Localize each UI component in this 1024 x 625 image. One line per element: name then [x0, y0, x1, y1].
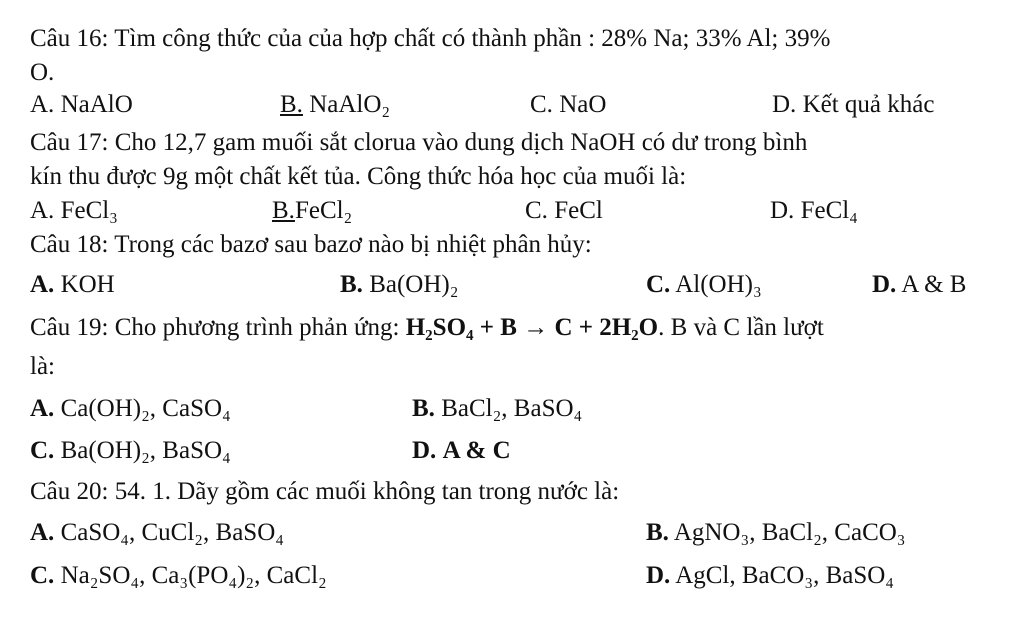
option-text: FeCl₂ — [294, 197, 353, 224]
option-text: FeCl₃ — [60, 197, 118, 224]
option-text: Kết quả khác — [802, 91, 935, 118]
q19-stem-line2: là: — [30, 353, 55, 380]
option-letter: C. — [30, 437, 55, 464]
q20-option-d[interactable] — [646, 561, 894, 591]
option-letter: D. — [646, 562, 671, 589]
option-letter: A. — [30, 271, 55, 298]
option-letter: C. — [530, 91, 553, 118]
option-letter: A. — [30, 197, 55, 224]
q17-stem-line1: Câu 17: Cho 12,7 gam muối sắt clorua vào dung dịch NaOH có dư trong bình — [30, 129, 808, 156]
q20-stem: Câu 20: 54. 1. Dãy gồm các muối không tan trong nước là: — [30, 478, 620, 505]
option-letter: D. — [772, 91, 797, 118]
option-text: KOH — [60, 271, 115, 298]
option-text: Na₂SO₄, Ca₃(PO₄)₂, CaCl₂ — [60, 562, 327, 589]
option-letter: A. — [30, 91, 55, 118]
option-letter: A. — [30, 395, 55, 422]
q17-option-d[interactable] — [770, 196, 858, 226]
q19-option-a[interactable] — [30, 394, 231, 424]
q19-equation: H₂SO₄ + B → C + 2H₂O — [405, 314, 659, 341]
option-text: Ba(OH)₂, BaSO₄ — [60, 437, 231, 464]
option-letter: A. — [30, 519, 55, 546]
option-text: NaAlO₂ — [309, 91, 391, 118]
q17-option-a[interactable] — [30, 196, 118, 226]
option-text: Ca(OH)₂, CaSO₄ — [60, 395, 231, 422]
q20-option-c[interactable] — [30, 561, 327, 591]
q16-option-a[interactable] — [30, 90, 133, 120]
q16-stem-line1: Câu 16: Tìm công thức của của hợp chất có thành phần : 28% Na; 33% Al; 39% — [30, 25, 831, 52]
q16-option-b[interactable] — [280, 90, 390, 120]
q18-option-a[interactable] — [30, 270, 115, 300]
option-text: CaSO₄, CuCl₂, BaSO₄ — [60, 519, 284, 546]
option-text: FeCl — [554, 197, 603, 224]
option-text: NaO — [559, 91, 607, 118]
q19-stem-line1 — [30, 313, 824, 343]
q20-option-a[interactable] — [30, 518, 284, 548]
q17-option-c[interactable] — [525, 196, 603, 226]
q20-option-b[interactable] — [646, 518, 906, 548]
option-text: BaCl₂, BaSO₄ — [441, 395, 583, 422]
option-letter: B. — [412, 395, 435, 422]
option-letter: B. — [646, 519, 669, 546]
q19-stem-prefix: Câu 19: Cho phương trình phản ứng: — [30, 314, 406, 341]
q19-option-b[interactable] — [412, 394, 582, 424]
q16-option-c[interactable] — [530, 90, 606, 120]
q17-stem-line2: kín thu được 9g một chất kết tủa. Công thức hóa học của muối là: — [30, 163, 687, 190]
option-letter: B. — [272, 197, 295, 224]
option-letter: B. — [340, 271, 363, 298]
q19-stem-suffix: . B và C lần lượt — [658, 314, 824, 341]
option-letter: B. — [280, 91, 303, 118]
q18-option-d[interactable] — [872, 270, 966, 300]
option-letter: C. — [30, 562, 55, 589]
option-text: AgNO₃, BaCl₂, CaCO₃ — [673, 519, 906, 546]
q18-option-b[interactable] — [340, 270, 458, 300]
q16-stem-line2: O. — [30, 59, 55, 86]
option-text: FeCl₄ — [800, 197, 858, 224]
q17-option-b[interactable] — [272, 196, 352, 226]
q16-option-d[interactable] — [772, 90, 934, 120]
option-letter: D. — [770, 197, 795, 224]
option-letter: C. — [646, 271, 671, 298]
option-text: Al(OH)₃ — [675, 271, 762, 298]
option-text: A & B — [901, 271, 967, 298]
option-letter: C. — [525, 197, 548, 224]
q18-option-c[interactable] — [646, 270, 762, 300]
q19-option-d[interactable] — [412, 436, 511, 466]
option-text: AgCl, BaCO₃, BaSO₄ — [675, 562, 895, 589]
q18-stem: Câu 18: Trong các bazơ sau bazơ nào bị nhiệt phân hủy: — [30, 231, 592, 258]
option-letter: D. — [872, 271, 897, 298]
option-text: Ba(OH)₂ — [369, 271, 459, 298]
option-text: NaAlO — [60, 91, 133, 118]
option-text: A & C — [442, 437, 511, 464]
option-letter: D. — [412, 437, 437, 464]
q19-option-c[interactable] — [30, 436, 231, 466]
